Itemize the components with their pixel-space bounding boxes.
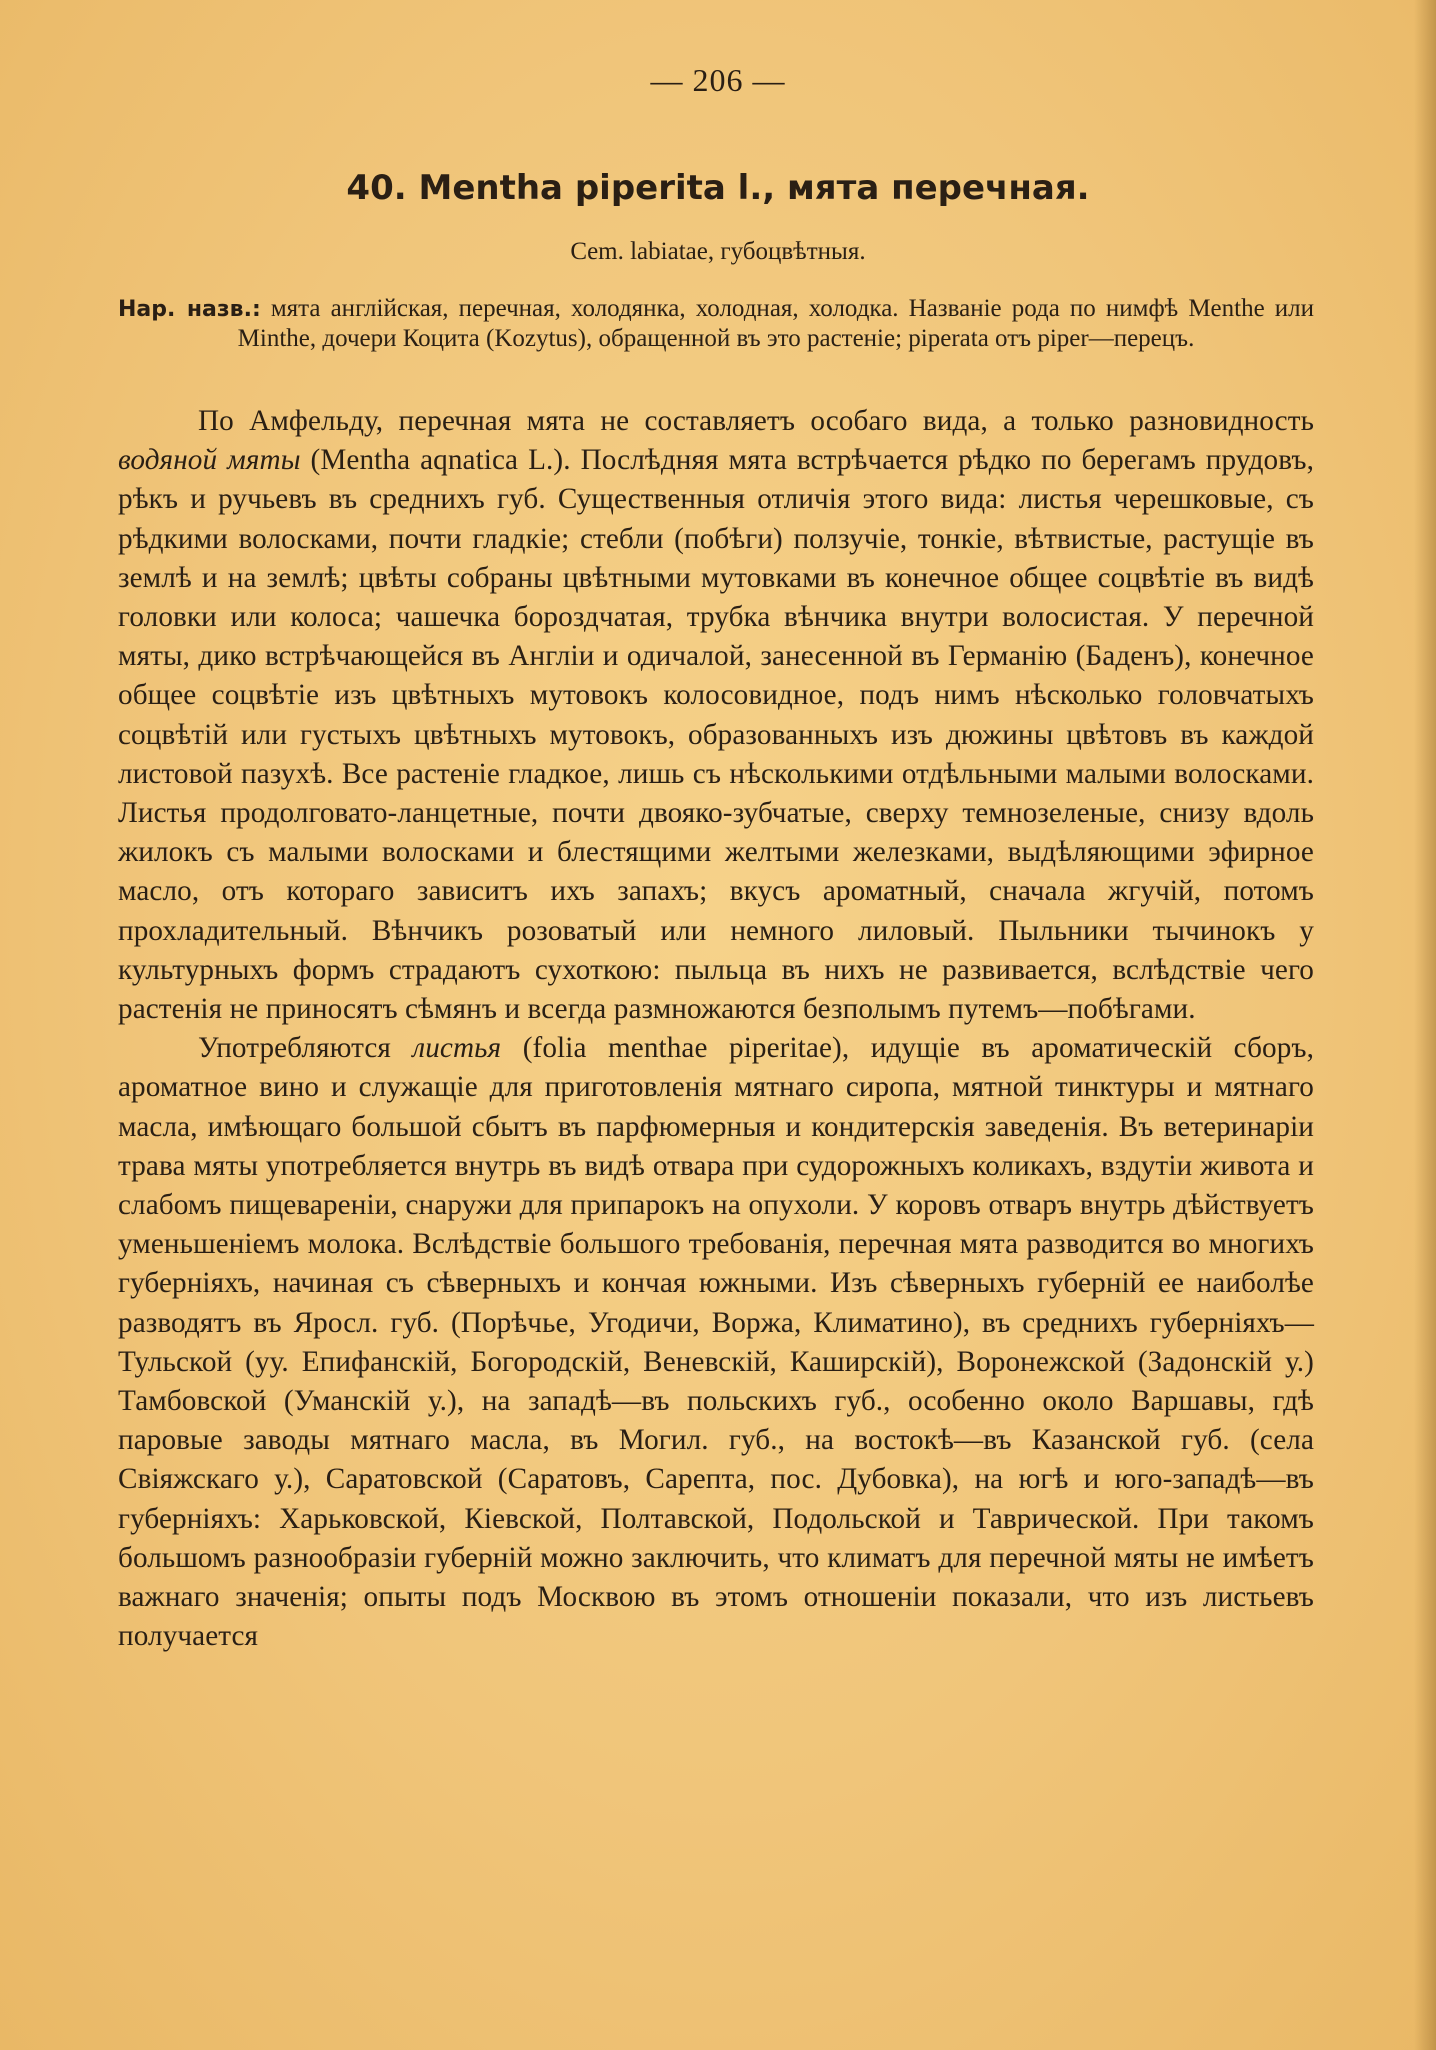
paragraph-2-start: Употребляются xyxy=(198,1032,413,1065)
page-edge-shadow xyxy=(1414,0,1436,2050)
paragraph-usage xyxy=(118,1029,1314,1656)
paragraph-2-rest: (folia menthae piperitae), идущiе въ ароматическiй сборъ, ароматное вино и служащiе для приготовленiя мятнаго сиропа, мятной тинктуры и мятнаго масла, имѣющаго большой сбытъ въ парфюмерныя и кондитерскiя заведенiя. Въ ветеринарiи трава мяты употребляется внутрь въ видѣ отвара при судорожныхъ коликахъ, вздутiи живота и слабомъ пищеваренiи, снаружи для припарокъ на опухоли. У коровъ отваръ внутрь дѣйствуетъ уменьшенiемъ молока. Вслѣдствiе большого требованiя, перечная мята разводится во многихъ губернiяхъ, начиная съ сѣверныхъ и кончая южными. Изъ сѣверныхъ губернiй ее наиболѣе разводятъ въ Яросл. губ. (Порѣчье, Угодичи, Воржа, Климатино), въ среднихъ губернiяхъ—Тульской (уу. Епифанскiй, Богородскiй, Веневскiй, Каширскiй), Воронежской (Задонскiй у.) Тамбовской (Уманскiй у.), на западѣ—въ польскихъ губ., особенно около Варшавы, гдѣ паровые заводы мятнаго масла, въ Могил. губ., на востокѣ—въ Казанской губ. (села Свiяжскаго у.), Саратовской (Саратовъ, Сарепта, пос. Дубовка), на югѣ и юго-западѣ—въ губернiяхъ: Харьковской, Кiевской, Полтавской, Подольской и Таврической. При такомъ большомъ разнообразiи губернiй можно заключить, что климатъ для перечной мяты не имѣетъ важнаго значенiя; опыты подъ Москвою въ этомъ отношенiи показали, что изъ листьевъ получается xyxy=(118,1032,1315,1653)
article-body xyxy=(118,402,1314,1657)
article-title: 40. Mentha piperita l., мята перечная. xyxy=(346,168,1090,208)
page-number: — 206 — xyxy=(650,62,786,98)
common-names-label: Нар. назв.: xyxy=(118,297,261,322)
plant-family: Cem. labiatae, губоцвѣтныя. xyxy=(570,238,866,265)
paragraph-1-italic: водяной мяты xyxy=(118,444,301,477)
paragraph-description xyxy=(118,402,1314,1029)
paragraph-1-rest: (Mentha aqnatica L.). Послѣдняя мята встрѣчается рѣдко по берегамъ прудовъ, рѣкъ и ручьевъ въ среднихъ губ. Существенныя отличiя этого вида: листья черешковые, съ рѣдкими волосками, почти гладкiе; стебли (побѣги) ползучiе, тонкiе, вѣтвистые, растущiе въ землѣ и на землѣ; цвѣты собраны цвѣтными мутовками въ конечное общее соцвѣтiе въ видѣ головки или колоса; чашечка бороздчатая, трубка вѣнчика внутри волосистая. У перечной мяты, дико встрѣчающейся въ Англiи и одичалой, занесенной въ Германiю (Баденъ), конечное общее соцвѣтiе изъ цвѣтныхъ мутовокъ колосовидное, подъ нимъ нѣсколько головчатыхъ соцвѣтiй или густыхъ цвѣтныхъ мутовокъ, образованныхъ изъ дюжины цвѣтовъ въ каждой листовой пазухѣ. Все растенiе гладкое, лишь съ нѣсколькими отдѣльными малыми волосками. Листья продолговато-ланцетные, почти двояко-зубчатые, сверху темнозеленые, снизу вдоль жилокъ съ малыми волосками и блестящими желтыми железками, выдѣляющими эфирное масло, отъ котораго зависитъ ихъ запахъ; вкусъ ароматный, сначала жгучiй, потомъ прохладительный. Вѣнчикъ розоватый или немного лиловый. Пыльники тычинокъ у культурныхъ формъ страдаютъ сухоткою: пыльца въ нихъ не развивается, вслѣдствiе чего растенiя не приносятъ сѣмянъ и всегда размножаются безполымъ путемъ—побѣгами. xyxy=(118,444,1314,1026)
paragraph-2-italic: листья xyxy=(412,1032,502,1065)
common-names-text: мята англiйская, перечная, холодянка, холодная, холодка. Названiе рода по нимфѣ Menthe или Minthe, дочери Коцита (Kozytus), обращенной въ это растенiе; piperata отъ piper—перецъ. xyxy=(237,295,1314,352)
common-names xyxy=(118,294,1314,353)
paragraph-1-start: По Амфельду, перечная мята не составляетъ особаго вида, а только разновидность xyxy=(198,405,1314,437)
